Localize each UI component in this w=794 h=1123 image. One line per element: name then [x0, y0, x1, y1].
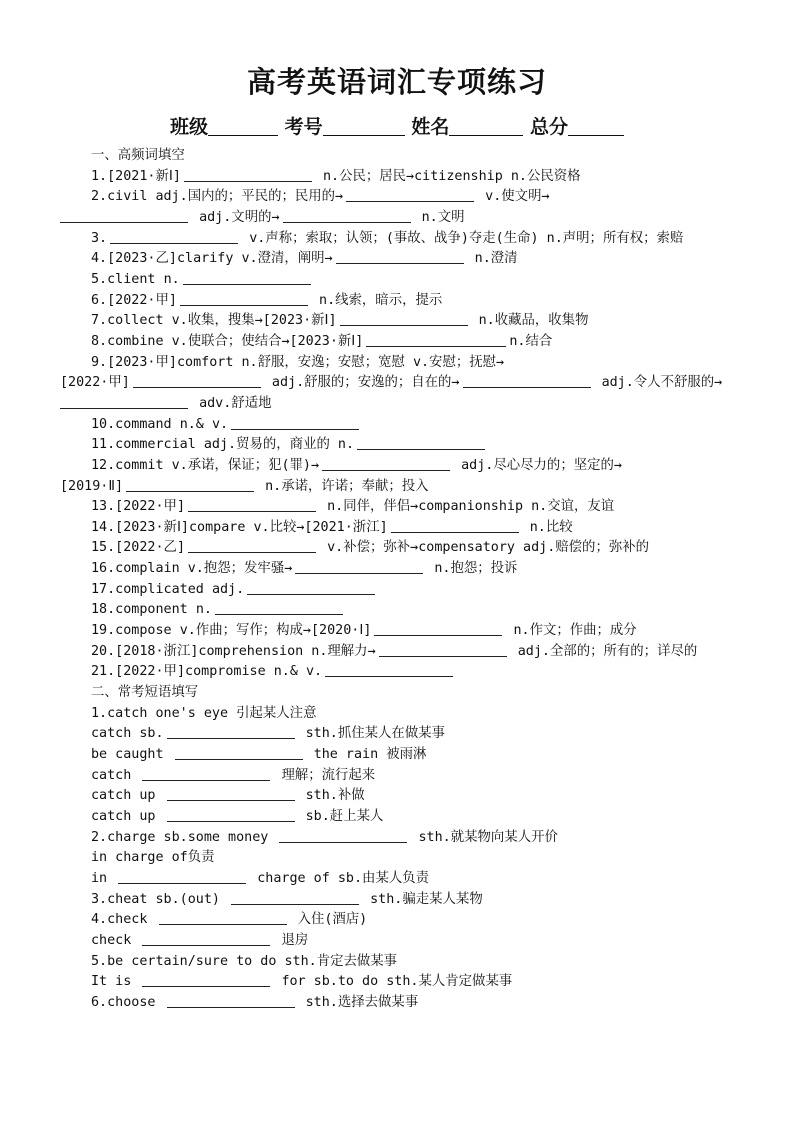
score-label: 总分	[529, 116, 568, 138]
answer-blank[interactable]	[215, 600, 343, 615]
answer-blank[interactable]	[463, 373, 591, 388]
answer-blank[interactable]	[188, 538, 316, 553]
answer-blank[interactable]	[374, 621, 502, 636]
answer-blank[interactable]	[247, 580, 375, 595]
page-title: 高考英语词汇专项练习	[246, 65, 547, 99]
phrase-item: catch up sb.赶上某人	[91, 809, 384, 824]
name-label: 姓名	[411, 116, 450, 138]
vocab-item-11: 11.commercial adj.贸易的，商业的 n.	[60, 435, 736, 456]
vocab-item-5: 5.client n.	[60, 270, 736, 291]
answer-blank[interactable]	[167, 807, 295, 822]
exam-no-blank[interactable]	[323, 117, 405, 136]
phrase-item: in charge of sb.由某人负责	[91, 870, 430, 886]
vocab-item-1: 1.[2021·新Ⅰ] n.公民；居民→citizenship n.公民资格	[91, 168, 581, 184]
class-label: 班级	[170, 116, 209, 138]
answer-blank[interactable]	[346, 187, 474, 202]
answer-blank[interactable]	[325, 662, 453, 677]
phrase-item: catch sb. sth.抓住某人在做某事	[91, 726, 445, 742]
vocab-item-14: 14.[2023·新Ⅰ]compare v.比较→[2021·浙江] n.比较	[91, 519, 573, 535]
phrase-item: 5.be certain/sure to do sth.肯定去做某事	[91, 953, 398, 969]
vocab-item-21: 21.[2022·甲]compromise n.& v.	[60, 662, 736, 683]
vocab-item-2-cont: adj.文明的→ n.文明	[60, 208, 736, 229]
answer-blank[interactable]	[322, 456, 450, 471]
worksheet-body	[60, 146, 736, 1014]
answer-blank[interactable]	[142, 766, 270, 781]
phrase-item: It is for sb.to do sth.某人肯定做某事	[91, 974, 513, 990]
vocab-item-19: 19.compose v.作曲；写作；构成→[2020·Ⅰ] n.作文；作曲；成分	[91, 623, 637, 639]
vocab-item-16: 16.complain v.抱怨；发牢骚→ n.抱怨；投诉	[91, 561, 518, 577]
vocab-item-15: 15.[2022·乙] v.补偿；弥补→compensatory adj.赔偿的；弥补的	[91, 540, 650, 556]
answer-blank[interactable]	[133, 373, 261, 388]
answer-blank[interactable]	[118, 869, 246, 884]
vocab-item-2: 2.civil adj.国内的；平民的；民用的→ v.使文明→	[91, 189, 550, 205]
answer-blank[interactable]	[295, 559, 423, 574]
answer-blank[interactable]	[175, 745, 303, 760]
vocab-item-4: 4.[2023·乙]clarify v.澄清，阐明→ n.澄清	[91, 251, 518, 267]
exam-no-label: 考号	[284, 116, 323, 138]
phrase-item: catch 理解；流行起来	[91, 767, 376, 783]
vocab-item-18: 18.component n.	[60, 600, 736, 621]
answer-blank[interactable]	[279, 828, 407, 843]
answer-blank[interactable]	[60, 208, 188, 223]
phrase-item: be caught the rain 被雨淋	[91, 747, 427, 763]
answer-blank[interactable]	[142, 931, 270, 946]
score-blank[interactable]	[568, 117, 624, 136]
vocab-item-6: 6.[2022·甲] n.线索，暗示，提示	[91, 292, 443, 308]
vocab-item-10: 10.command n.& v.	[60, 415, 736, 436]
answer-blank[interactable]	[231, 890, 359, 905]
answer-blank[interactable]	[283, 208, 411, 223]
phrase-item: check 退房	[91, 932, 309, 948]
name-blank[interactable]	[449, 117, 523, 136]
phrase-item: 4.check 入住(酒店)	[91, 912, 368, 928]
answer-blank[interactable]	[379, 642, 507, 657]
phrase-item: 6.choose sth.选择去做某事	[91, 994, 419, 1010]
phrase-item: 1.catch one's eye 引起某人注意	[91, 705, 317, 721]
answer-blank[interactable]	[167, 993, 295, 1008]
section-heading: 一、高频词填空	[91, 148, 185, 163]
vocab-item-3: 3. v.声称；索取；认领；(事故、战争)夺走(生命) n.声明；所有权；索赔	[91, 230, 684, 246]
vocab-item-17: 17.complicated adj.	[60, 580, 736, 601]
answer-blank[interactable]	[183, 270, 311, 285]
phrase-item: in charge of负责	[91, 850, 215, 866]
vocab-item-9-cont2: adv.舒适地	[60, 394, 736, 415]
phrase-item: 3.cheat sb.(out) sth.骗走某人某物	[91, 891, 483, 907]
answer-blank[interactable]	[142, 972, 270, 987]
answer-blank[interactable]	[184, 167, 312, 182]
answer-blank[interactable]	[391, 518, 519, 533]
answer-blank[interactable]	[340, 311, 468, 326]
student-info-row	[0, 112, 794, 139]
vocab-item-9: 9.[2023·甲]comfort n.舒服，安逸；安慰；宽慰 v.安慰；抚慰→	[91, 354, 505, 370]
answer-blank[interactable]	[60, 394, 188, 409]
answer-blank[interactable]	[357, 435, 485, 450]
answer-blank[interactable]	[126, 477, 254, 492]
vocab-item-7: 7.collect v.收集，搜集→[2023·新Ⅰ] n.收藏品，收集物	[91, 313, 589, 329]
phrase-item: 2.charge sb.some money sth.就某物向某人开价	[91, 829, 558, 845]
vocab-item-13: 13.[2022·甲] n.同伴，伴侣→companionship n.交谊，友谊	[91, 499, 615, 515]
answer-blank[interactable]	[167, 786, 295, 801]
answer-blank[interactable]	[167, 724, 295, 739]
vocab-item-8: 8.combine v.使联合；使结合→[2023·新Ⅰ] n.结合	[91, 333, 553, 349]
vocab-item-20: 20.[2018·浙江]comprehension n.理解力→ adj.全部的；所有的；详尽的	[91, 643, 698, 659]
answer-blank[interactable]	[188, 497, 316, 512]
answer-blank[interactable]	[366, 332, 506, 347]
vocab-item-12-cont: [2019·Ⅱ] n.承诺，许诺；奉献；投入	[60, 478, 429, 494]
answer-blank[interactable]	[180, 291, 308, 306]
answer-blank[interactable]	[110, 229, 238, 244]
answer-blank[interactable]	[336, 249, 464, 264]
answer-blank[interactable]	[159, 910, 287, 925]
class-blank[interactable]	[208, 117, 278, 136]
vocab-item-9-cont: [2022·甲] adj.舒服的；安逸的；自在的→ adj.令人不舒服的→	[60, 375, 723, 391]
phrase-item: catch up sth.补做	[91, 788, 365, 804]
section-heading: 二、常考短语填写	[91, 685, 199, 701]
vocab-item-12: 12.commit v.承诺，保证；犯(罪)→ adj.尽心尽力的；坚定的→	[91, 457, 622, 473]
answer-blank[interactable]	[231, 415, 359, 430]
